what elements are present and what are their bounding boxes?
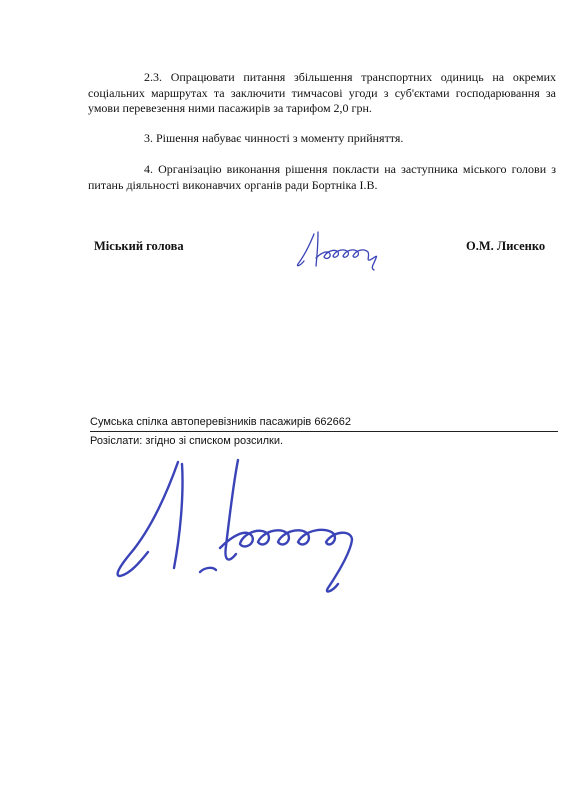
- paragraph-4: 4. Організацію виконання рішення покласти на заступника міського голови з питань діяльності виконавчих органів ради Бортніка І.В.: [88, 162, 556, 192]
- mayor-name: О.М. Лисенко: [466, 239, 546, 253]
- distribution-note: Розіслати: згідно зі списком розсилки.: [90, 435, 284, 447]
- footer-sender-line: Сумська спілка автоперевізників пасажирів 662662: [90, 416, 352, 428]
- paragraph-3: 3. Рішення набуває чинності з моменту прийняття.: [144, 131, 404, 145]
- handwritten-signature: [100, 450, 400, 600]
- paragraph-2-3: 2.3. Опрацювати питання збільшення транспортних одиниць на окремих соціальних маршрутах та заключити тимчасові угоди з суб'єктами господарювання за умови перевезення ними пасажирів за тарифом 2,0 грн.: [88, 70, 556, 115]
- mayor-position-label: Міський голова: [94, 239, 184, 253]
- footer-divider: [90, 431, 558, 432]
- mayor-signature-small: [290, 228, 408, 272]
